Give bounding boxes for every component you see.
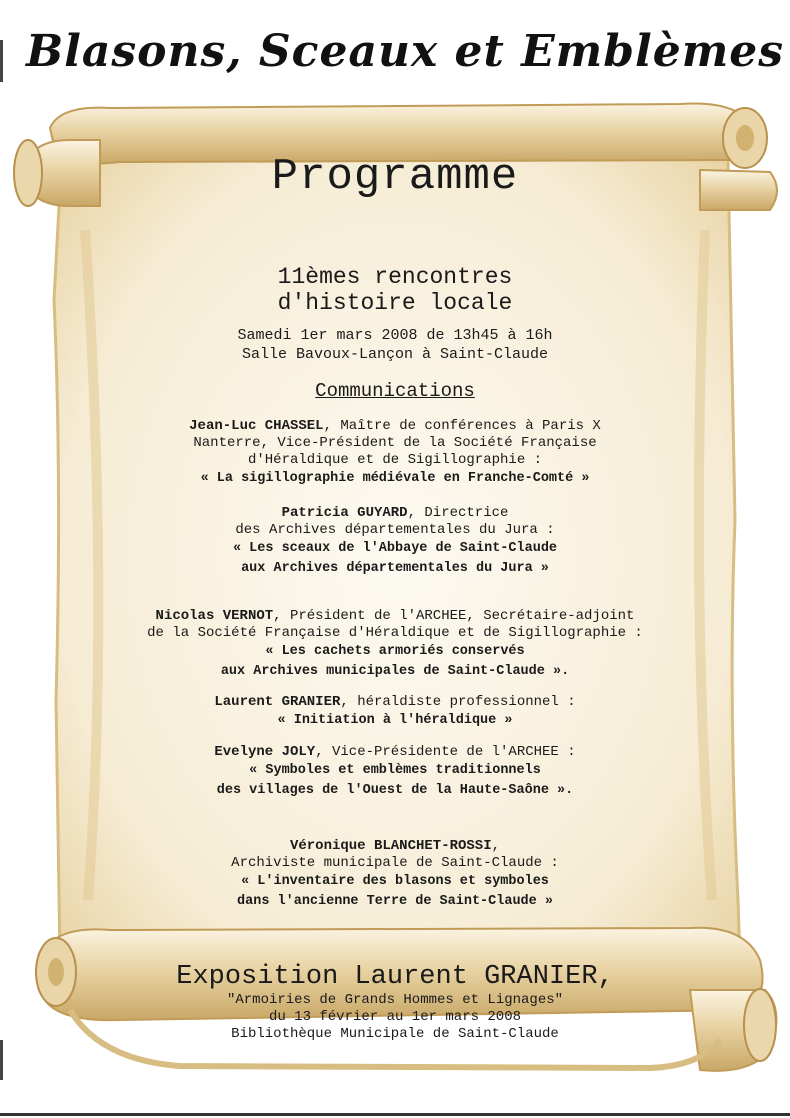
speaker-role: Archiviste municipale de Saint-Claude : bbox=[231, 855, 559, 871]
talk-title: des villages de l'Ouest de la Haute-Saône ». bbox=[216, 783, 574, 798]
talk-title: « Les sceaux de l'Abbaye de Saint-Claude bbox=[232, 541, 558, 556]
event-details bbox=[0, 326, 790, 364]
talk-entry bbox=[80, 418, 710, 489]
speaker-role: , bbox=[491, 838, 501, 854]
speaker-role: de la Société Française d'Héraldique et de Sigillographie : bbox=[147, 625, 643, 641]
talk-title: dans l'ancienne Terre de Saint-Claude » bbox=[237, 894, 553, 909]
event-venue: Salle Bavoux-Lançon à Saint-Claude bbox=[241, 346, 549, 363]
speaker-role: , héraldiste professionnel : bbox=[340, 694, 576, 710]
exhibition-place: Bibliothèque Municipale de Saint-Claude bbox=[231, 1026, 559, 1042]
talk-title: aux Archives départementales du Jura » bbox=[241, 561, 549, 576]
speaker-role: , Président de l'ARCHEE, Secrétaire-adjoint bbox=[273, 608, 635, 624]
exhibition-block bbox=[0, 962, 790, 1043]
main-title: Blasons, Sceaux et Emblèmes bbox=[25, 26, 785, 77]
talk-title: « Initiation à l'héraldique » bbox=[277, 713, 513, 728]
speaker-role: , Vice-Présidente de l'ARCHEE : bbox=[315, 744, 576, 760]
edition-heading bbox=[0, 264, 790, 316]
edition-line: d'histoire locale bbox=[277, 290, 513, 316]
speaker-role: des Archives départementales du Jura : bbox=[235, 522, 555, 538]
speaker-role: Nanterre, Vice-Président de la Société Française bbox=[193, 435, 597, 451]
speaker-name: Laurent GRANIER bbox=[214, 694, 341, 710]
edition-line: 11èmes rencontres bbox=[277, 264, 513, 290]
talk-entry bbox=[80, 505, 710, 579]
exhibition-dates: du 13 février au 1er mars 2008 bbox=[268, 1009, 522, 1025]
speaker-name: Nicolas VERNOT bbox=[155, 608, 274, 624]
event-date: Samedi 1er mars 2008 de 13h45 à 16h bbox=[237, 327, 553, 344]
communications-heading: Communications bbox=[315, 380, 475, 402]
exhibition-subtitle: "Armoiries de Grands Hommes et Lignages" bbox=[226, 992, 564, 1008]
talk-title: « La sigillographie médiévale en Franche-Comté » bbox=[200, 471, 590, 486]
speaker-role: d'Héraldique et de Sigillographie : bbox=[247, 452, 543, 468]
bottom-rule bbox=[0, 1113, 790, 1116]
talk-entry bbox=[80, 694, 710, 731]
speaker-name: Véronique BLANCHET-ROSSI bbox=[289, 838, 492, 854]
speaker-name: Jean-Luc CHASSEL bbox=[189, 418, 324, 434]
speaker-role: , Directrice bbox=[407, 505, 509, 521]
programme-title: Programme bbox=[271, 152, 519, 202]
talk-title: « Symboles et emblèmes traditionnels bbox=[249, 763, 541, 778]
talk-title: « Les cachets armoriés conservés bbox=[265, 644, 525, 659]
talk-entry bbox=[80, 838, 710, 912]
speaker-name: Patricia GUYARD bbox=[281, 505, 408, 521]
speaker-name: Evelyne JOLY bbox=[214, 744, 316, 760]
speaker-role: , Maître de conférences à Paris X bbox=[323, 418, 601, 434]
talk-title: « L'inventaire des blasons et symboles bbox=[241, 874, 549, 889]
exhibition-title: Exposition Laurent GRANIER, bbox=[176, 962, 614, 992]
talk-title: aux Archives municipales de Saint-Claude ». bbox=[220, 664, 570, 679]
talk-entry bbox=[60, 608, 730, 682]
talk-entry bbox=[80, 744, 710, 801]
